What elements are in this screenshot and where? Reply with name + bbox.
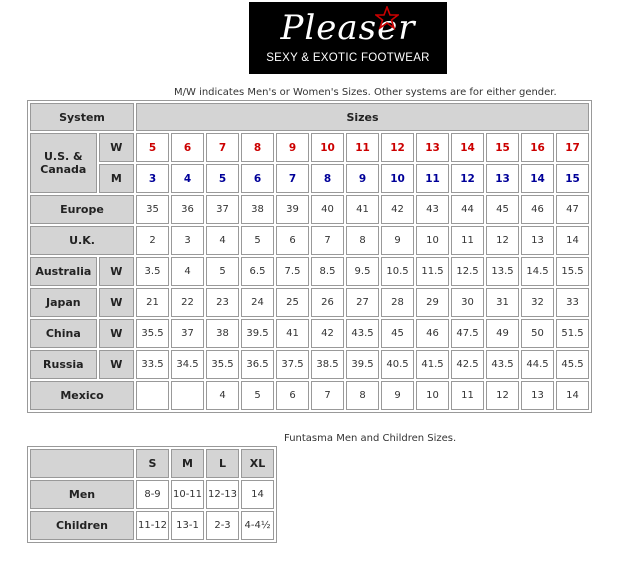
- size-cell: 7.5: [276, 257, 309, 286]
- size-cell: 9: [381, 226, 414, 255]
- size-cell: 43: [416, 195, 449, 224]
- funtasma-note: Funtasma Men and Children Sizes.: [284, 433, 457, 444]
- funtasma-corner-cell: [30, 449, 134, 478]
- size-cell: 7: [206, 133, 239, 162]
- size-cell: 10.5: [381, 257, 414, 286]
- size-cell: 14: [556, 381, 589, 410]
- size-cell: 37: [206, 195, 239, 224]
- size-cell: 13: [416, 133, 449, 162]
- funtasma-men-row: [30, 480, 274, 509]
- funtasma-size-cell: 12-13: [206, 480, 239, 509]
- size-cell: 6: [276, 226, 309, 255]
- uk-label: U.K.: [30, 226, 134, 255]
- size-cell: 45: [381, 319, 414, 348]
- funtasma-size-cell: 4-4½: [241, 511, 274, 540]
- europe-label: Europe: [30, 195, 134, 224]
- pleaser-logo: [249, 2, 447, 74]
- mexico-label: Mexico: [30, 381, 134, 410]
- size-cell: 6: [276, 381, 309, 410]
- gender-note: M/W indicates Men's or Women's Sizes. Other systems are for either gender.: [174, 87, 557, 98]
- size-cell: 41: [276, 319, 309, 348]
- size-cell: 11: [451, 381, 484, 410]
- size-cell: 47: [556, 195, 589, 224]
- size-cell: 23: [206, 288, 239, 317]
- size-cell: 6: [171, 133, 204, 162]
- funtasma-size-header: L: [206, 449, 239, 478]
- funtasma-size-header: XL: [241, 449, 274, 478]
- size-cell: 35.5: [206, 350, 239, 379]
- size-cell: 12: [451, 164, 484, 193]
- size-cell: 36: [171, 195, 204, 224]
- size-cell: 14.5: [521, 257, 554, 286]
- size-cell: 22: [171, 288, 204, 317]
- size-cell: 6: [241, 164, 274, 193]
- size-cell: 42: [381, 195, 414, 224]
- size-cell: 28: [381, 288, 414, 317]
- size-cell: 45: [486, 195, 519, 224]
- size-cell: 43.5: [346, 319, 379, 348]
- size-cell: 49: [486, 319, 519, 348]
- size-cell: 39.5: [241, 319, 274, 348]
- size-cell: 7: [311, 226, 344, 255]
- size-cell: 36.5: [241, 350, 274, 379]
- size-cell: 4: [171, 257, 204, 286]
- japan-row: [30, 288, 589, 317]
- russia-gender-label: W: [99, 350, 134, 379]
- size-cell: 15: [486, 133, 519, 162]
- size-cell: 29: [416, 288, 449, 317]
- japan-gender-label: W: [99, 288, 134, 317]
- size-cell: 47.5: [451, 319, 484, 348]
- size-cell: 2: [136, 226, 169, 255]
- size-cell: 8.5: [311, 257, 344, 286]
- china-gender-label: W: [99, 319, 134, 348]
- size-cell: 13.5: [486, 257, 519, 286]
- size-cell: 9: [346, 164, 379, 193]
- size-cell: 7: [311, 381, 344, 410]
- size-cell: 44.5: [521, 350, 554, 379]
- funtasma-children-row: [30, 511, 274, 540]
- funtasma-size-cell: 2-3: [206, 511, 239, 540]
- size-cell: 43.5: [486, 350, 519, 379]
- size-cell: 12: [486, 381, 519, 410]
- size-cell: 9: [381, 381, 414, 410]
- size-cell: 15: [556, 164, 589, 193]
- size-cell: 10: [381, 164, 414, 193]
- star-icon: [375, 6, 399, 30]
- size-cell: 15.5: [556, 257, 589, 286]
- size-cell: 3: [136, 164, 169, 193]
- size-cell: 41: [346, 195, 379, 224]
- size-cell: 3: [171, 226, 204, 255]
- size-cell: 8: [241, 133, 274, 162]
- size-cell: 12.5: [451, 257, 484, 286]
- size-cell: 8: [311, 164, 344, 193]
- size-conversion-table: [27, 100, 592, 413]
- china-label: China: [30, 319, 97, 348]
- australia-row: [30, 257, 589, 286]
- mexico-row: [30, 381, 589, 410]
- uk-row: [30, 226, 589, 255]
- size-cell: 40.5: [381, 350, 414, 379]
- size-cell: 27: [346, 288, 379, 317]
- us-canada-label: U.S. & Canada: [30, 133, 97, 193]
- russia-row: [30, 350, 589, 379]
- size-cell: 31: [486, 288, 519, 317]
- size-cell: 42.5: [451, 350, 484, 379]
- size-cell: 35: [136, 195, 169, 224]
- logo-tagline: SEXY & EXOTIC FOOTWEAR: [266, 52, 430, 64]
- size-cell: 46: [521, 195, 554, 224]
- size-cell: 16: [521, 133, 554, 162]
- size-cell: 33.5: [136, 350, 169, 379]
- size-cell: 14: [556, 226, 589, 255]
- size-cell: 5: [206, 164, 239, 193]
- us-women-row: [30, 133, 589, 162]
- size-cell: 4: [206, 381, 239, 410]
- funtasma-size-cell: 10-11: [171, 480, 204, 509]
- size-cell: 13: [521, 226, 554, 255]
- size-cell: 7: [276, 164, 309, 193]
- size-cell: 10: [416, 381, 449, 410]
- europe-row: [30, 195, 589, 224]
- size-cell: 5: [241, 226, 274, 255]
- size-cell: 45.5: [556, 350, 589, 379]
- size-cell: 5: [206, 257, 239, 286]
- size-cell: 8: [346, 381, 379, 410]
- size-cell: 10: [416, 226, 449, 255]
- system-header: System: [30, 103, 134, 131]
- size-cell: 11: [451, 226, 484, 255]
- size-cell: [136, 381, 169, 410]
- funtasma-men-label: Men: [30, 480, 134, 509]
- size-cell: [171, 381, 204, 410]
- size-cell: 9.5: [346, 257, 379, 286]
- size-cell: 10: [311, 133, 344, 162]
- funtasma-size-table: [27, 446, 277, 543]
- size-cell: 4: [206, 226, 239, 255]
- size-cell: 35.5: [136, 319, 169, 348]
- size-cell: 5: [136, 133, 169, 162]
- size-cell: 3.5: [136, 257, 169, 286]
- size-cell: 39: [276, 195, 309, 224]
- us-men-row: [30, 164, 589, 193]
- us-m-label: M: [99, 164, 134, 193]
- size-cell: 12: [486, 226, 519, 255]
- size-cell: 25: [276, 288, 309, 317]
- size-cell: 41.5: [416, 350, 449, 379]
- size-cell: 51.5: [556, 319, 589, 348]
- size-cell: 46: [416, 319, 449, 348]
- size-cell: 11.5: [416, 257, 449, 286]
- size-cell: 11: [346, 133, 379, 162]
- size-cell: 5: [241, 381, 274, 410]
- size-cell: 26: [311, 288, 344, 317]
- logo-brand: Pleaser: [280, 8, 416, 48]
- size-cell: 40: [311, 195, 344, 224]
- funtasma-size-cell: 13-1: [171, 511, 204, 540]
- size-cell: 4: [171, 164, 204, 193]
- japan-label: Japan: [30, 288, 97, 317]
- size-cell: 44: [451, 195, 484, 224]
- sizes-header: Sizes: [136, 103, 589, 131]
- size-cell: 8: [346, 226, 379, 255]
- size-cell: 17: [556, 133, 589, 162]
- size-cell: 6.5: [241, 257, 274, 286]
- funtasma-size-cell: 8-9: [136, 480, 169, 509]
- size-cell: 37.5: [276, 350, 309, 379]
- us-w-label: W: [99, 133, 134, 162]
- funtasma-size-cell: 14: [241, 480, 274, 509]
- size-cell: 14: [521, 164, 554, 193]
- size-cell: 39.5: [346, 350, 379, 379]
- size-cell: 42: [311, 319, 344, 348]
- size-cell: 50: [521, 319, 554, 348]
- size-cell: 38: [241, 195, 274, 224]
- size-cell: 38: [206, 319, 239, 348]
- size-cell: 33: [556, 288, 589, 317]
- funtasma-children-label: Children: [30, 511, 134, 540]
- size-cell: 21: [136, 288, 169, 317]
- funtasma-size-cell: 11-12: [136, 511, 169, 540]
- russia-label: Russia: [30, 350, 97, 379]
- size-cell: 37: [171, 319, 204, 348]
- size-cell: 11: [416, 164, 449, 193]
- size-cell: 9: [276, 133, 309, 162]
- size-cell: 14: [451, 133, 484, 162]
- size-cell: 32: [521, 288, 554, 317]
- funtasma-size-header: M: [171, 449, 204, 478]
- size-cell: 13: [486, 164, 519, 193]
- size-cell: 12: [381, 133, 414, 162]
- size-cell: 38.5: [311, 350, 344, 379]
- size-cell: 24: [241, 288, 274, 317]
- funtasma-header-row: [30, 449, 274, 478]
- size-cell: 34.5: [171, 350, 204, 379]
- china-row: [30, 319, 589, 348]
- size-cell: 13: [521, 381, 554, 410]
- australia-gender-label: W: [99, 257, 134, 286]
- size-cell: 30: [451, 288, 484, 317]
- funtasma-size-header: S: [136, 449, 169, 478]
- header-row: [30, 103, 589, 131]
- australia-label: Australia: [30, 257, 97, 286]
